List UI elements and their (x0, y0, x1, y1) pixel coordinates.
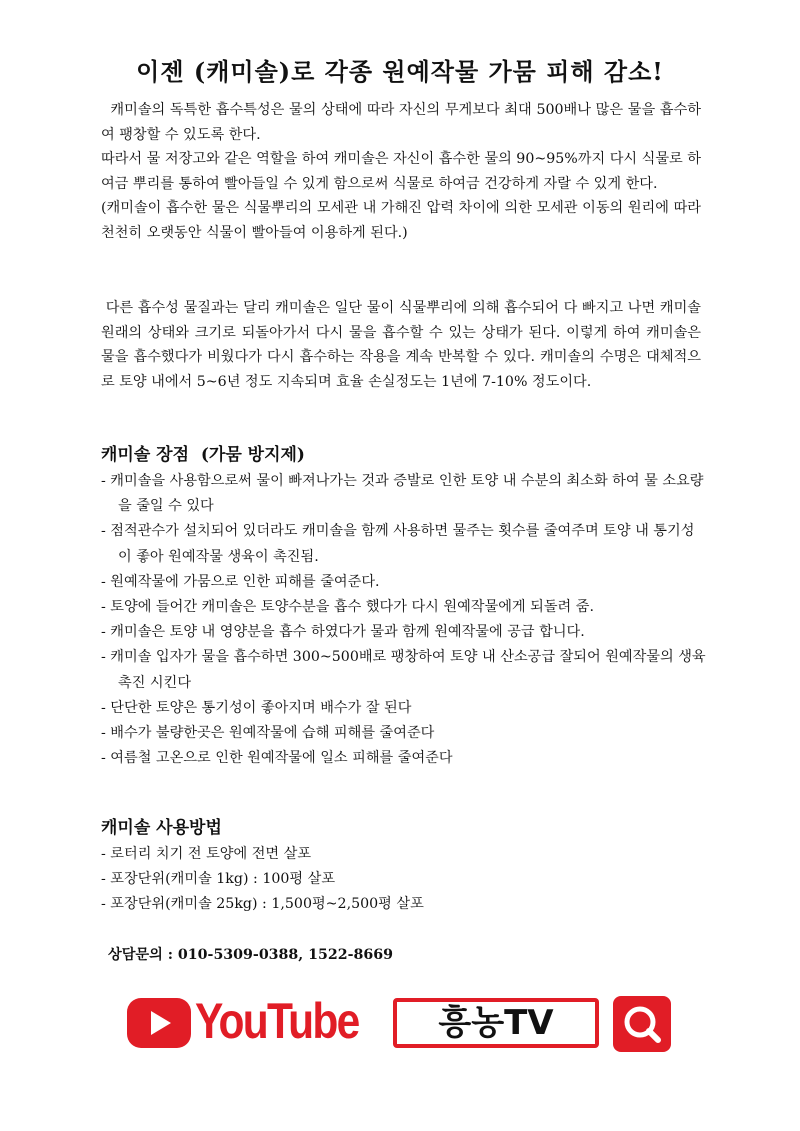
list-item: - 점적관수가 설치되어 있더라도 캐미솔을 함께 사용하면 물주는 횟수를 줄여주며 토양 내 통기성이 좋아 원예작물 생육이 촉진됨. (101, 523, 695, 565)
list-item: - 캐미솔을 사용함으로써 물이 빠져나가는 것과 증발로 인한 토양 내 수분의 최소화 하여 물 소요량을 줄일 수 있다 (101, 473, 704, 515)
intro-line-3: (캐미솔이 흡수한 물은 식물뿌리의 모세관 내 가해진 압력 차이에 의한 모세관 이동의 원리에 따라 천천히 오랫동안 식물이 빨아들여 이용하게 된다.) (101, 200, 701, 241)
list-item: - 포장단위(캐미솔 1kg) : 100평 살포 (101, 871, 336, 888)
advantages-list (101, 469, 706, 771)
body-paragraph (101, 296, 706, 394)
list-item: - 배수가 불량한곳은 원예작물에 습해 피해를 줄여준다 (101, 725, 435, 742)
list-item: - 로터리 치기 전 토양에 전면 살포 (101, 846, 312, 862)
body-text: 다른 흡수성 물질과는 달리 캐미솔은 일단 물이 식물뿌리에 의해 흡수되어 다 빠지고 나면 캐미솔 원래의 상태와 크기로 되돌아가서 다시 물을 흡수할 수 있는 상태가 된다. 이렇게 하여 캐미솔은 물을 흡수했다가 비웠다가 다시 흡수하는 작용을 계속 반복할 수 있다. 캐미솔의 수명은 대체적으로 토양 내에서 5~6년 정도 지속되며 효율 손실정도는 1년에 7-10% 정도이다. (101, 300, 706, 390)
list-item: - 토양에 들어간 캐미솔은 토양수분을 흡수 했다가 다시 원예작물에게 되돌려 줌. (101, 599, 594, 616)
advantages-heading: 캐미솔 장점 (가뭄 방지제) (101, 445, 305, 465)
youtube-banner[interactable] (127, 993, 675, 1054)
list-item: - 여름철 고온으로 인한 원예작물에 일소 피해를 줄여준다 (101, 750, 453, 767)
list-item: - 단단한 토양은 통기성이 좋아지며 배수가 잘 된다 (101, 699, 412, 716)
youtube-play-icon[interactable] (127, 998, 191, 1048)
list-item: - 포장단위(캐미솔 25kg) : 1,500평~2,500평 살포 (101, 896, 424, 913)
usage-heading: 캐미솔 사용방법 (101, 818, 222, 838)
intro-line-2: 따라서 물 저장고와 같은 역할을 하여 캐미솔은 자신이 흡수한 물의 90~95%까지 다시 식물로 하여금 뿌리를 통하여 빨아들일 수 있게 함으로써 식물로 하여금 건강하게 자랄 수 있게 한다. (101, 151, 701, 192)
page-title: 이젠 (캐미솔)로 각종 원예작물 가뭄 피해 감소! (136, 57, 664, 86)
channel-name-box[interactable]: 흥농TV (393, 998, 599, 1048)
search-button[interactable] (613, 996, 671, 1052)
list-item: - 캐미솔 입자가 물을 흡수하면 300~500배로 팽창하여 토양 내 산소공급 잘되어 원예작물의 생육 촉진 시킨다 (101, 649, 706, 691)
usage-list (101, 842, 706, 918)
intro-paragraph (101, 98, 701, 245)
intro-line-1: 캐미솔의 독특한 흡수특성은 물의 상태에 따라 자신의 무게보다 최대 500배나 많은 물을 흡수하여 팽창할 수 있도록 한다. (101, 102, 701, 143)
contact-info: 상담문의 : 010-5309-0388, 1522-8669 (108, 947, 394, 963)
search-icon (613, 996, 671, 1052)
list-item: - 캐미솔은 토양 내 영양분을 흡수 하였다가 물과 함께 원예작물에 공급 합니다. (101, 624, 585, 641)
list-item: - 원예작물에 가뭄으로 인한 피해를 줄여준다. (101, 573, 380, 590)
youtube-logo-text[interactable]: YouTube (195, 993, 359, 1049)
